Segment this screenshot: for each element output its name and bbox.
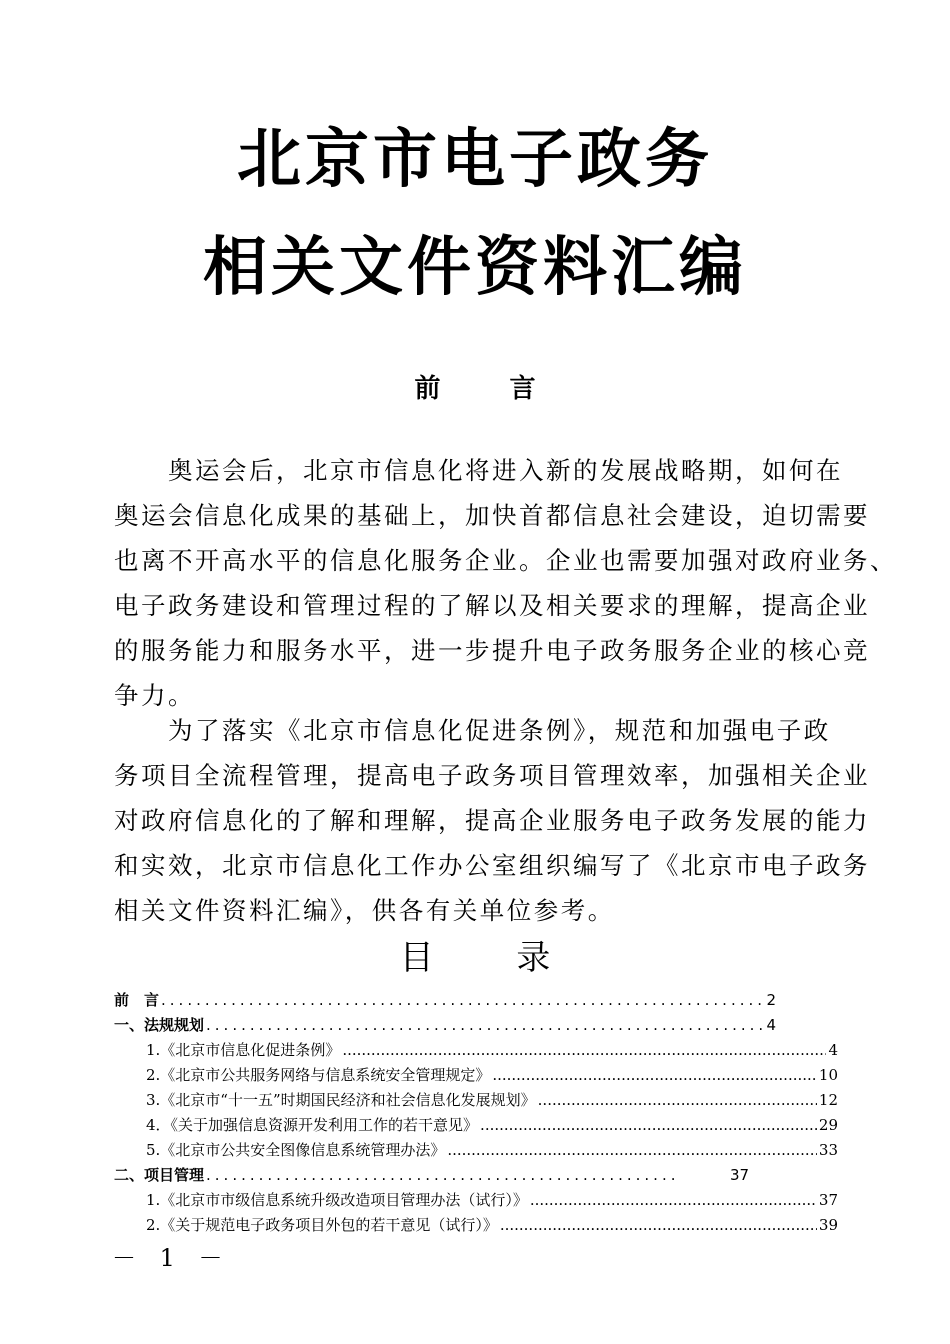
toc-entry[interactable] <box>114 1038 838 1063</box>
toc-leader-dots <box>161 988 764 1013</box>
preface-line: 对政府信息化的了解和理解，提高企业服务电子政务发展的能力 <box>114 806 870 835</box>
table-of-contents <box>114 988 838 1238</box>
toc-entry-label: 2.《关于规范电子政务项目外包的若干意见（试行）》 <box>146 1216 498 1234</box>
preface-paragraph-1 <box>114 448 897 718</box>
preface-heading: 前 言 <box>414 374 566 404</box>
toc-entry-label: 1.《北京市信息化促进条例》 <box>146 1041 341 1059</box>
toc-entry-page: 39 <box>818 1216 838 1234</box>
toc-entry-page: 33 <box>818 1141 838 1159</box>
toc-entry-page: 4 <box>766 1016 776 1034</box>
toc-entry-section-2[interactable] <box>114 1163 776 1188</box>
toc-entry-label: 2.《北京市公共服务网络与信息系统安全管理规定》 <box>146 1066 491 1084</box>
toc-entry[interactable] <box>114 1088 838 1113</box>
toc-leader-dots <box>500 1213 817 1238</box>
preface-paragraph-2 <box>114 708 870 933</box>
preface-line: 电子政务建设和管理过程的了解以及相关要求的理解，提高企业 <box>114 591 870 620</box>
toc-entry-label: 5.《北京市公共安全图像信息系统管理办法》 <box>146 1141 446 1159</box>
toc-entry-page: 37 <box>818 1191 838 1209</box>
document-title-line1: 北京市电子政务 <box>237 123 713 197</box>
toc-entry-page: 2 <box>766 991 776 1009</box>
preface-line: 务项目全流程管理，提高电子政务项目管理效率，加强相关企业 <box>114 761 870 790</box>
toc-entry[interactable] <box>114 1188 838 1213</box>
document-title-line2: 相关文件资料汇编 <box>203 231 747 305</box>
toc-entry-preface[interactable] <box>114 988 776 1013</box>
toc-leader-dots <box>206 1163 676 1188</box>
toc-leader-dots <box>480 1113 817 1138</box>
toc-entry-page: 37 <box>730 1166 750 1184</box>
toc-leader-dots <box>447 1138 817 1163</box>
toc-entry-label: 4．《关于加强信息资源开发利用工作的若干意见》 <box>146 1116 479 1134</box>
toc-entry-label: 一、法规规划 <box>114 1016 205 1034</box>
toc-entry-page: 12 <box>818 1091 838 1109</box>
toc-entry-label: 二、项目管理 <box>114 1166 205 1184</box>
toc-entry[interactable] <box>114 1113 838 1138</box>
preface-line: 奥运会信息化成果的基础上，加快首都信息社会建设，迫切需要 <box>114 501 870 530</box>
toc-entry-page: 29 <box>818 1116 838 1134</box>
toc-leader-dots <box>538 1088 817 1113</box>
page-number: － 1 － <box>112 1244 231 1272</box>
preface-line: 和实效，北京市信息化工作办公室组织编写了《北京市电子政务 <box>114 851 870 880</box>
preface-line: 的服务能力和服务水平，进一步提升电子政务服务企业的核心竞 <box>114 636 870 665</box>
preface-line: 为了落实《北京市信息化促进条例》，规范和加强电子政 <box>114 716 831 745</box>
toc-entry[interactable] <box>114 1063 838 1088</box>
toc-entry-section-1[interactable] <box>114 1013 776 1038</box>
toc-leader-dots <box>492 1063 817 1088</box>
preface-line: 奥运会后，北京市信息化将进入新的发展战略期，如何在 <box>114 456 843 485</box>
preface-line: 争力。 <box>114 681 195 710</box>
preface-line: 也离不开高水平的信息化服务企业。企业也需要加强对政府业务、 <box>114 546 897 575</box>
toc-heading: 目 录 <box>399 938 587 978</box>
toc-entry-page: 10 <box>818 1066 838 1084</box>
toc-leader-dots <box>206 1013 764 1038</box>
preface-line: 相关文件资料汇编》，供各有关单位参考。 <box>114 896 615 925</box>
toc-entry-label: 3.《北京市“十一五”时期国民经济和社会信息化发展规划》 <box>146 1091 536 1109</box>
toc-leader-dots <box>530 1188 817 1213</box>
toc-leader-dots <box>342 1038 826 1063</box>
toc-entry-page: 4 <box>828 1041 838 1059</box>
toc-entry-label: 前 言 <box>114 991 160 1009</box>
toc-entry[interactable] <box>114 1213 838 1238</box>
toc-entry[interactable] <box>114 1138 838 1163</box>
toc-entry-label: 1.《北京市市级信息系统升级改造项目管理办法（试行）》 <box>146 1191 528 1209</box>
